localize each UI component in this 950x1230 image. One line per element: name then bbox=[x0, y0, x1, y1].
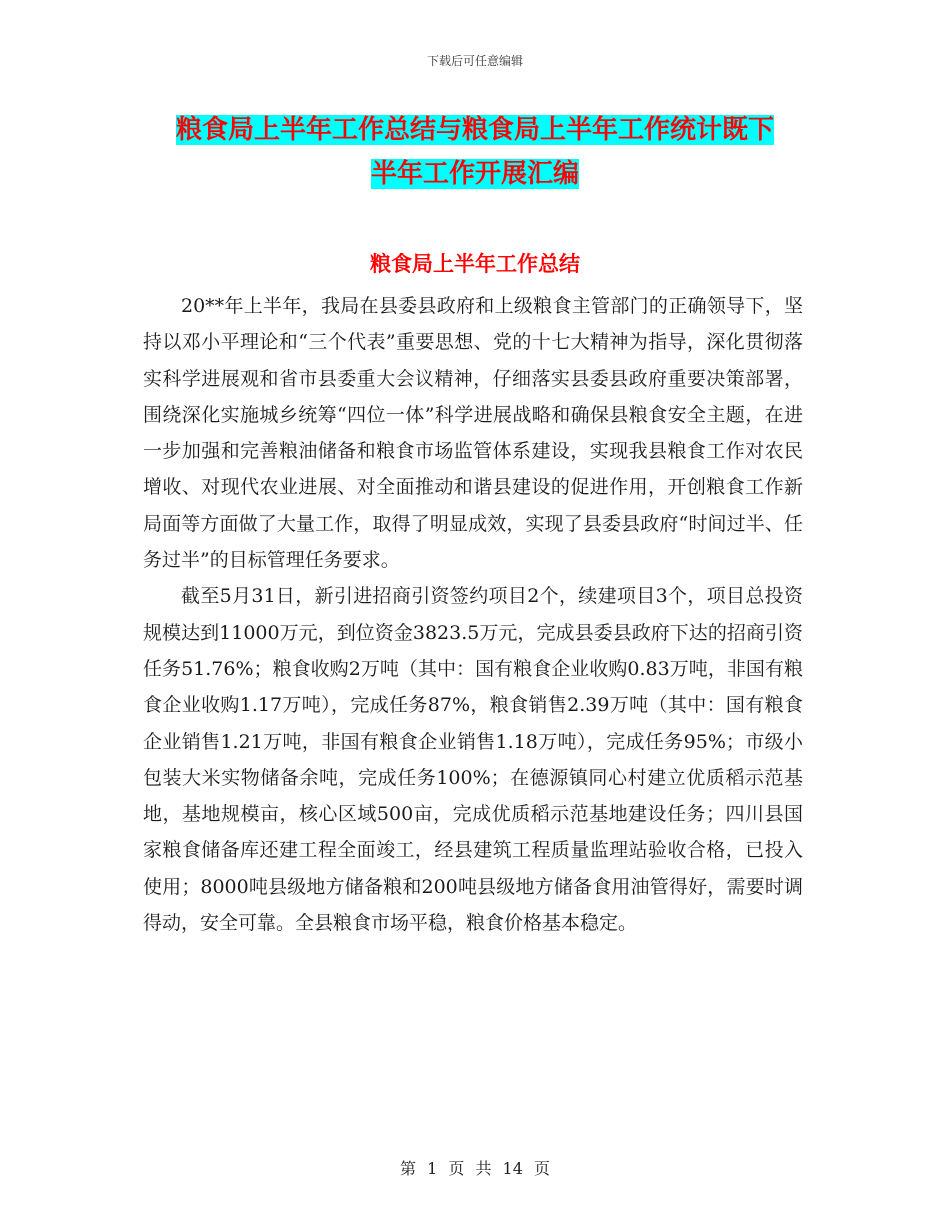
section-title: 粮食局上半年工作总结 bbox=[370, 251, 580, 276]
document-title-line2: 半年工作开展汇编 bbox=[370, 159, 579, 189]
document-title-line1: 粮食局上半年工作总结与粮食局上半年工作统计既下 bbox=[175, 115, 774, 145]
document-title bbox=[145, 108, 805, 196]
body-paragraph-1: 20**年上半年，我局在县委县政府和上级粮食主管部门的正确领导下，坚持以邓小平理论和“三个代表”重要思想、党的十七大精神为指导，深化贯彻落实科学进展观和省市县委重大会议精神，仔细落实县委县政府重要决策部署，围绕深化实施城乡统筹“四位一体”科学进展战略和确保县粮食安全主题，在进一步加强和完善粮油储备和粮食市场监管体系建设，实现我县粮食工作对农民增收、对现代农业进展、对全面推动和谐县建设的促进作用，开创粮食工作新局面等方面做了大量工作，取得了明显成效，实现了县委县政府“时间过半、任务过半”的目标管理任务要求。 bbox=[143, 295, 803, 572]
document-body bbox=[143, 288, 803, 941]
page-footer: 第 1 页 共 14 页 bbox=[400, 1159, 550, 1178]
page-header-note: 下载后可任意编辑 bbox=[426, 54, 523, 68]
body-paragraph-2: 截至5月31日，新引进招商引资签约项目2个，续建项目3个，项目总投资规模达到11000万元，到位资金3823.5万元，完成县委县政府下达的招商引资任务51.76%；粮食收购2万吨（其中：国有粮食企业收购0.83万吨，非国有粮食企业收购1.17万吨），完成任务87%，粮食销售2.39万吨（其中：国有粮食企业销售1.21万吨，非国有粮食企业销售1.18万吨），完成任务95%；市级小包装大米实物储备余吨，完成任务100%；在德源镇同心村建立优质稻示范基地，基地规模亩，核心区域500亩，完成优质稻示范基地建设任务；四川县国家粮食储备库还建工程全面竣工，经县建筑工程质量监理站验收合格，已投入使用；8000吨县级地方储备粮和200吨县级地方储备食用油管得好，需要时调得动，安全可靠。全县粮食市场平稳，粮食价格基本稳定。 bbox=[143, 585, 803, 935]
